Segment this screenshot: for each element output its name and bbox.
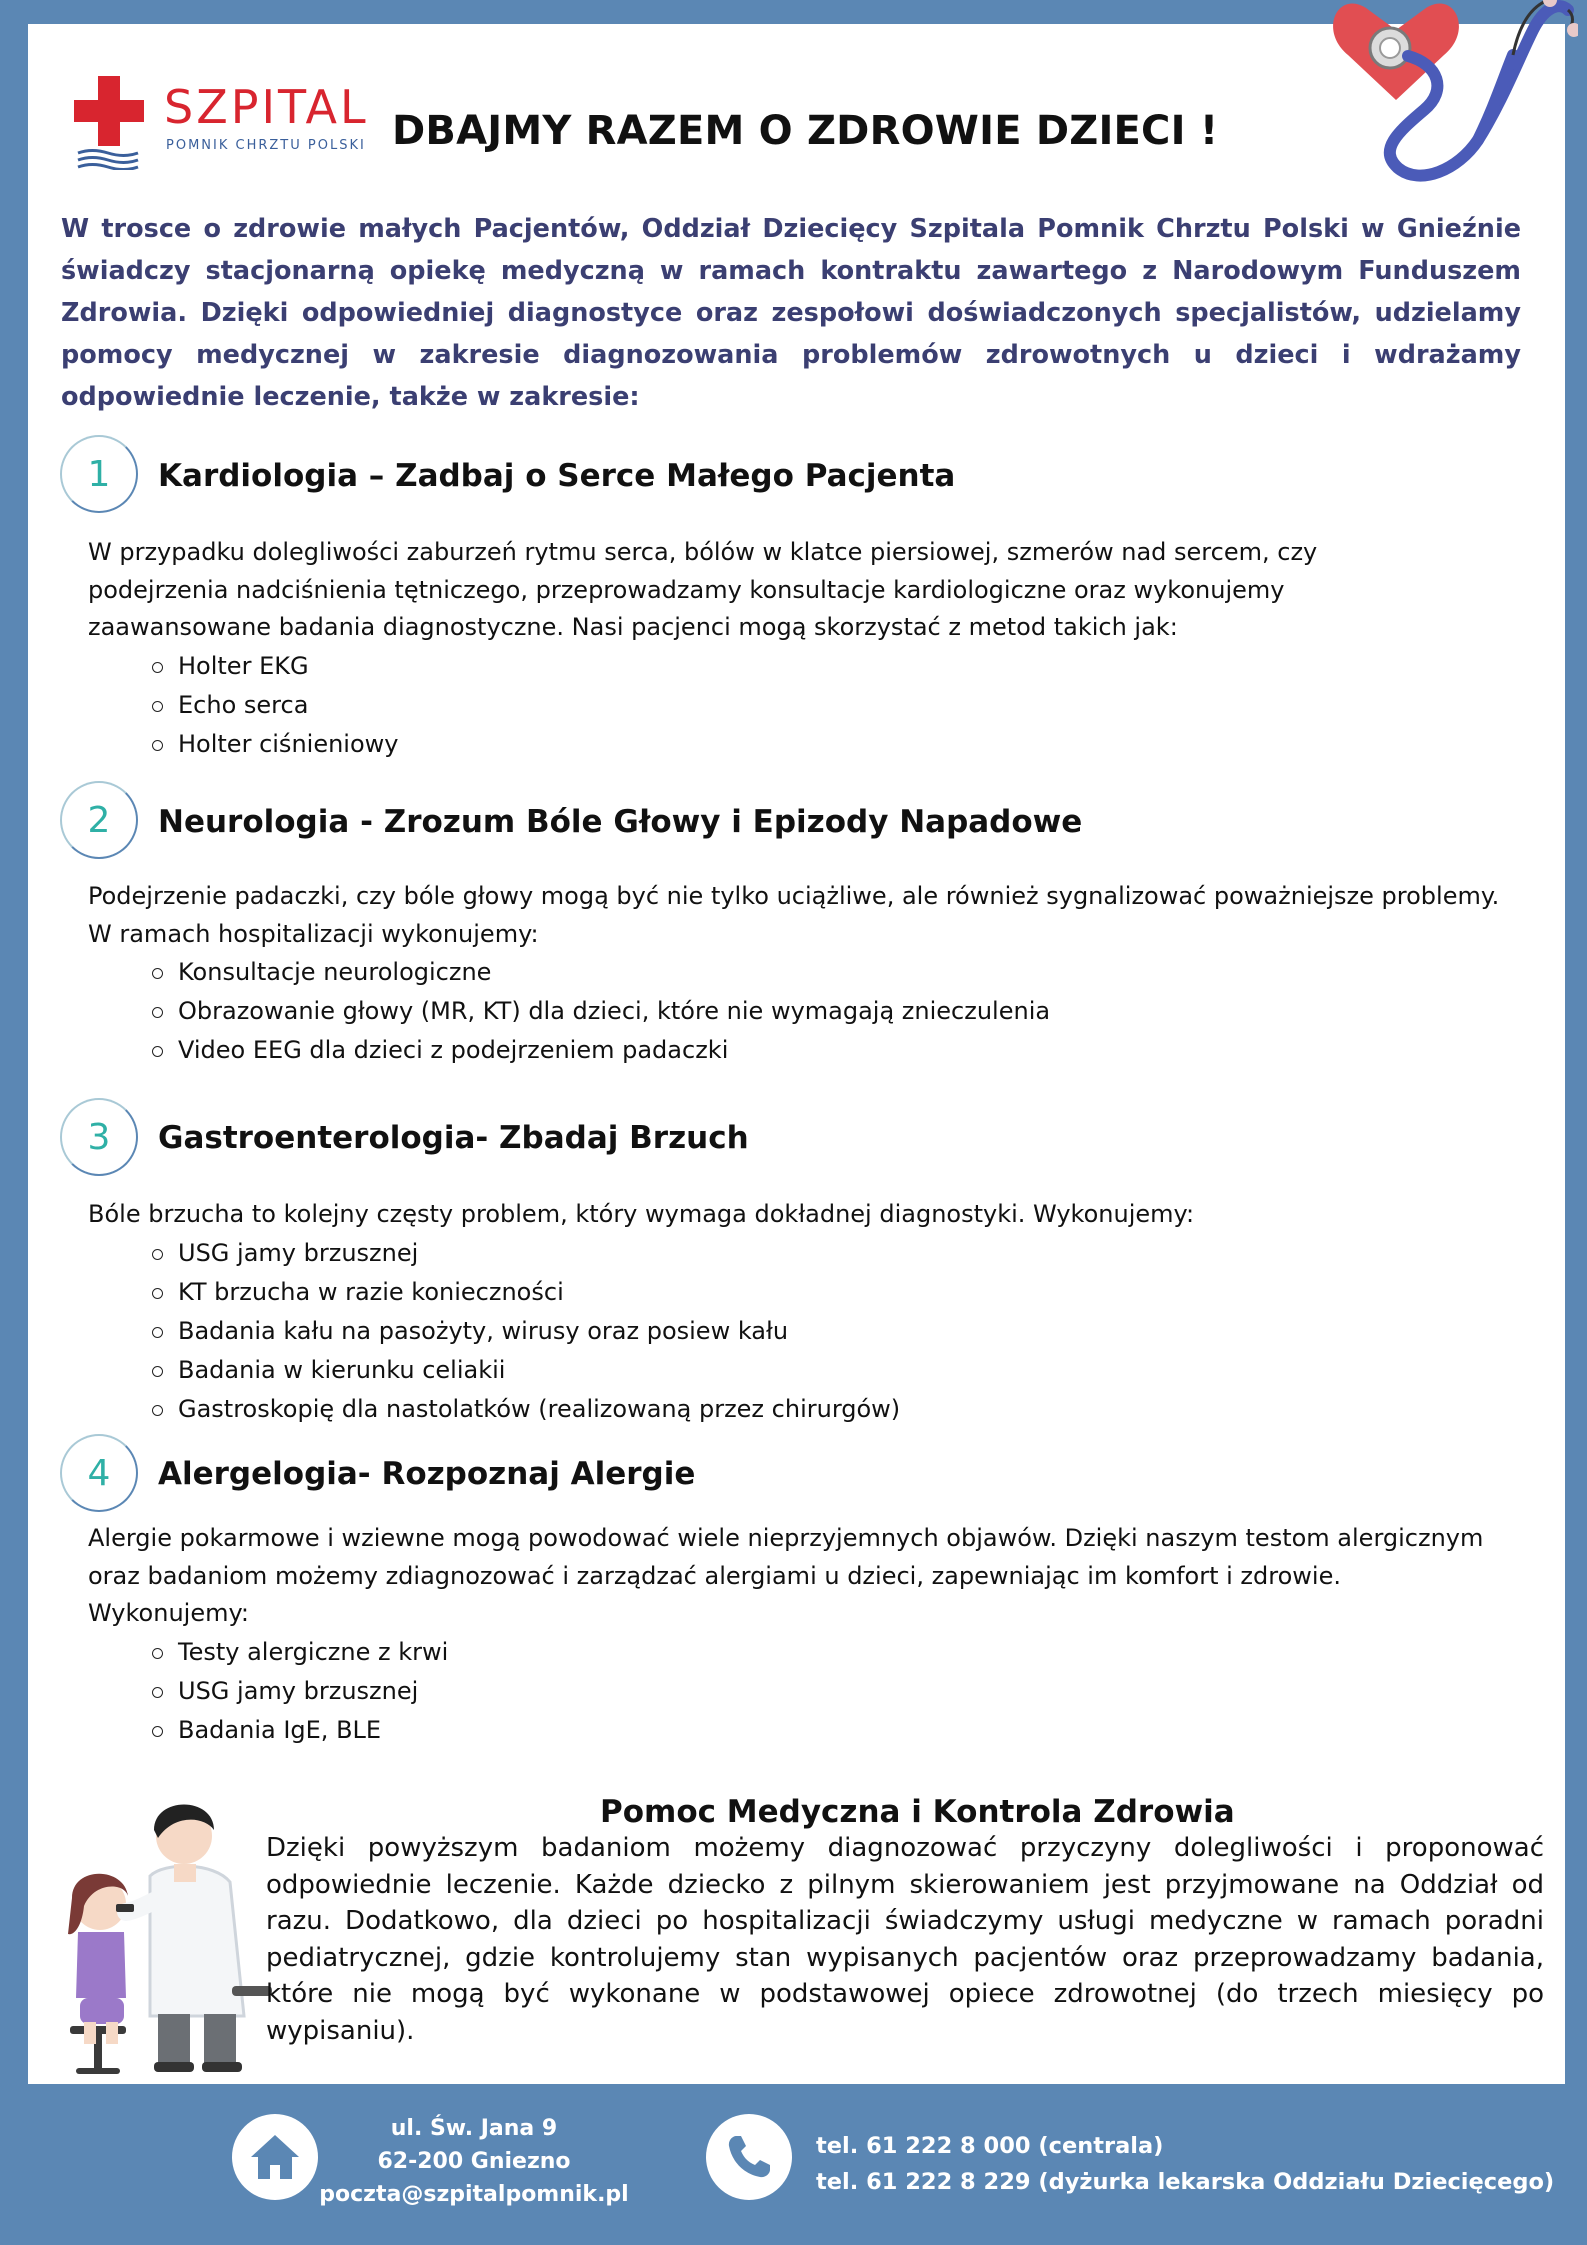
phone-block [816, 2128, 1554, 2200]
email-link[interactable]: poczta@szpitalpomnik.pl [319, 2182, 629, 2207]
hospital-logo [74, 76, 374, 166]
section-body [88, 1520, 1553, 1750]
section-body [88, 878, 1553, 1070]
page-title: DBAJMY RAZEM O ZDROWIE DZIECI ! [392, 108, 1219, 154]
list-item: Gastroskopię dla nastolatków (realizowaną przez chirurgów) [152, 1390, 1553, 1429]
section-number: 2 [60, 781, 138, 859]
bullet-list [152, 1633, 1553, 1750]
list-item: USG jamy brzusznej [152, 1672, 1553, 1711]
bullet-list [152, 953, 1553, 1070]
list-item: Echo serca [152, 686, 1553, 725]
phone-ward-link[interactable]: tel. 61 222 8 229 (dyżurka lekarska Oddziału Dziecięcego) [816, 2169, 1555, 2195]
bullet-list [152, 1234, 1553, 1429]
list-item: Testy alergiczne z krwi [152, 1633, 1553, 1672]
list-item: Holter EKG [152, 647, 1553, 686]
home-icon [232, 2114, 318, 2200]
list-item: Video EEG dla dzieci z podejrzeniem padaczki [152, 1031, 1553, 1070]
red-cross-icon [74, 76, 144, 146]
list-item: KT brzucha w razie konieczności [152, 1273, 1553, 1312]
address-street: ul. Św. Jana 9 [390, 2116, 558, 2141]
body-line: Bóle brzucha to kolejny częsty problem, który wymaga dokładnej diagnostyki. Wykonujemy: [88, 1200, 1195, 1228]
logo-subtitle: POMNIK CHRZTU POLSKI [166, 138, 366, 153]
body-line: Wykonujemy: [88, 1599, 250, 1627]
body-line: Alergie pokarmowe i wziewne mogą powodować wiele nieprzyjemnych objawów. Dzięki naszym testom alergicznym [88, 1524, 1484, 1552]
doctor-examining-child-icon [54, 1786, 284, 2086]
section-title: Neurologia - Zrozum Bóle Głowy i Epizody Napadowe [158, 804, 1083, 840]
section-title: Alergelogia- Rozpoznaj Alergie [158, 1456, 696, 1492]
section-title: Kardiologia – Zadbaj o Serce Małego Pacjenta [158, 458, 956, 494]
poster-sheet [28, 24, 1565, 2084]
section-number: 4 [60, 1434, 138, 1512]
footer [0, 2084, 1587, 2245]
list-item: Badania w kierunku celiakii [152, 1351, 1553, 1390]
list-item: Badania IgE, BLE [152, 1711, 1553, 1750]
section-body [88, 1196, 1553, 1429]
logo-name: SZPITAL [164, 80, 369, 134]
list-item: USG jamy brzusznej [152, 1234, 1553, 1273]
section-number: 1 [60, 435, 138, 513]
section-number: 3 [60, 1098, 138, 1176]
phone-main-link[interactable]: tel. 61 222 8 000 (centrala) [816, 2133, 1164, 2159]
wave-icon [76, 148, 140, 170]
body-line: oraz badaniom możemy zdiagnozować i zarządzać alergiami u dzieci, zapewniając im komfort i zdrowie. [88, 1561, 1341, 1590]
list-item: Konsultacje neurologiczne [152, 953, 1553, 992]
list-item: Holter ciśnieniowy [152, 725, 1553, 764]
phone-icon [706, 2114, 792, 2200]
bullet-list [152, 647, 1553, 764]
list-item: Obrazowanie głowy (MR, KT) dla dzieci, które nie wymagają znieczulenia [152, 992, 1553, 1031]
body-line: W ramach hospitalizacji wykonujemy: [88, 919, 539, 948]
list-item: Badania kału na pasożyty, wirusy oraz posiew kału [152, 1312, 1553, 1351]
body-line: podejrzenia nadciśnienia tętniczego, przeprowadzamy konsultacje kardiologiczne oraz wykonujemy [88, 575, 1285, 604]
body-line: zaawansowane badania diagnostyczne. Nasi pacjenci mogą skorzystać z metod takich jak: [88, 613, 1178, 641]
intro-paragraph: W trosce o zdrowie małych Pacjentów, Oddział Dziecięcy Szpitala Pomnik Chrztu Polski w Gnieźnie świadczy stacjonarną opiekę medyczną w ramach kontraktu zawartego z Narodowym Funduszem Zdrowia. Dzięki odpowiedniej diagnostyce oraz zespołowi doświadczonych specjalistów, udzielamy pomocy medycznej w zakresie diagnozowania problemów zdrowotnych u dzieci i wdrażamy odpowiednie leczenie, także w zakresie: [61, 214, 1521, 412]
help-title: Pomoc Medyczna i Kontrola Zdrowia [600, 1794, 1235, 1830]
body-line: Podejrzenie padaczki, czy bóle głowy mogą być nie tylko uciążliwe, ale również sygnalizować poważniejsze problemy. [88, 882, 1500, 910]
address-city: 62-200 Gniezno [377, 2149, 571, 2174]
address-block [318, 2112, 630, 2211]
section-title: Gastroenterologia- Zbadaj Brzuch [158, 1120, 749, 1156]
section-body [88, 534, 1553, 764]
body-line: W przypadku dolegliwości zaburzeń rytmu serca, bólów w klatce piersiowej, szmerów nad sercem, czy [88, 538, 1318, 566]
help-paragraph: Dzięki powyższym badaniom możemy diagnozować przyczyny dolegliwości i proponować odpowiednie leczenie. Każde dziecko z pilnym skierowaniem jest przyjmowane na Oddział od razu. Dodatkowo, dla dzieci po hospitalizacji świadczymy usługi medyczne w ramach poradni pediatrycznej, gdzie kontrolujemy stan wypisanych pacjentów oraz przeprowadzamy badania, które nie mogą być wykonane w podstawowej opiece zdrowotnej (do trzech miesięcy po wypisaniu). [266, 1833, 1544, 2046]
stethoscope-heart-icon [1328, 0, 1578, 200]
